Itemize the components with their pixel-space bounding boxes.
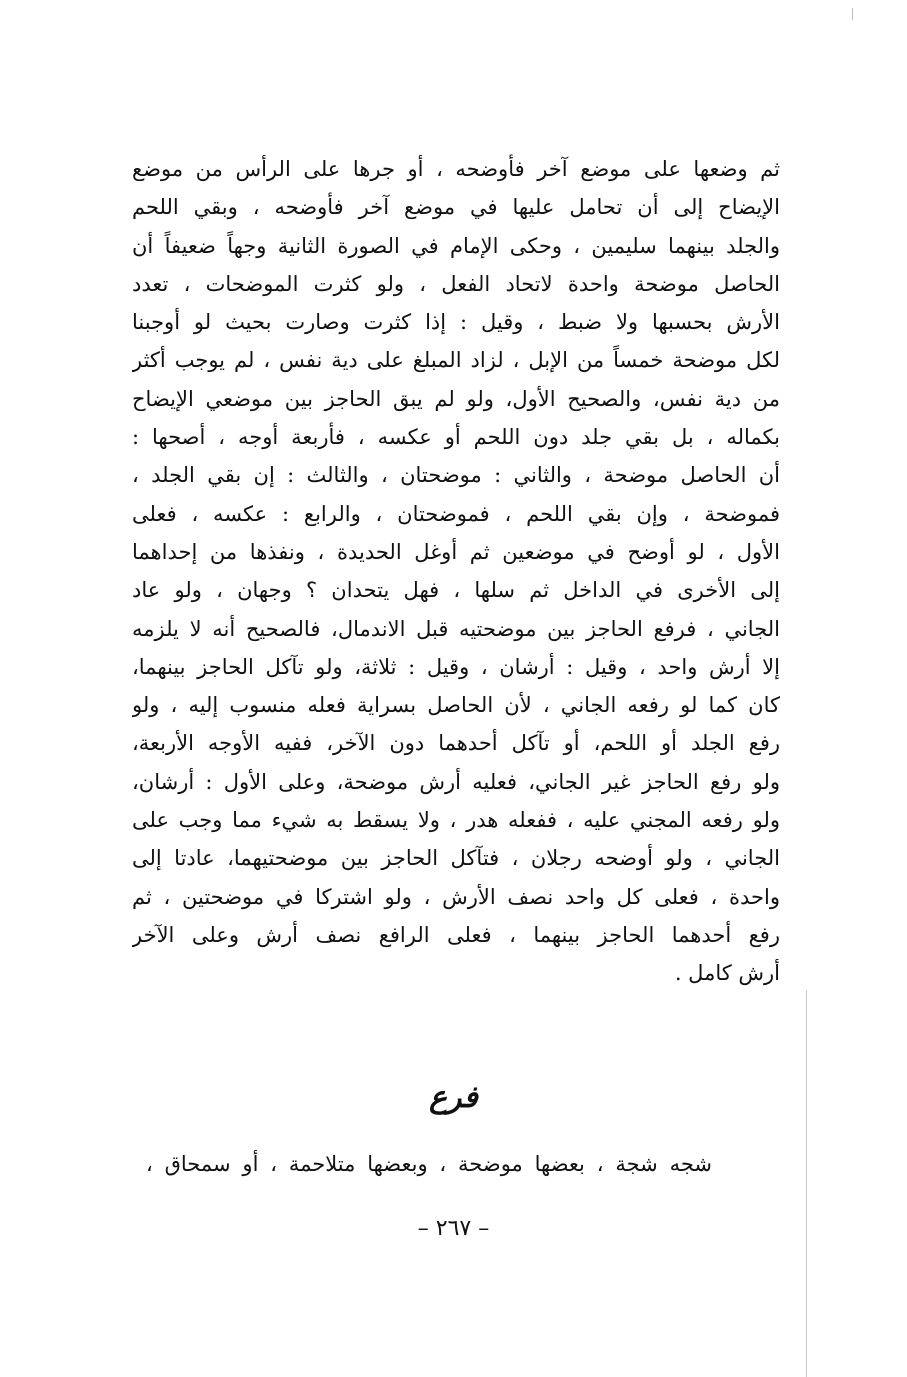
text-line: الجاني ، فرفع الحاجز بين موضحتيه قبل الاندمال، فالصحيح أنه لا يلزمه xyxy=(132,616,780,641)
text-line: ولو رفعه المجني عليه ، ففعله هدر ، ولا يسقط به شيء مما وجب على xyxy=(132,808,780,833)
text-line: الإيضاح إلى أن تحامل عليها في موضع آخر فأوضحه ، وبقي اللحم xyxy=(132,195,780,220)
section-heading: فرع xyxy=(429,1080,478,1115)
text-line: ولو رفع الحاجز غير الجاني، فعليه أرش موضحة، وعلى الأول : أرشان، xyxy=(132,769,780,794)
body-text xyxy=(132,150,780,993)
text-line: ثم وضعها على موضع آخر فأوضحه ، أو جرها على الرأس من موضع xyxy=(132,157,780,181)
text-line: الحاصل موضحة واحدة لاتحاد الفعل ، ولو كثرت الموضحات ، تعدد xyxy=(132,271,780,296)
page-edge-line xyxy=(806,990,807,1377)
text-line: أرش كامل . xyxy=(674,961,780,986)
text-line: رفع الجلد أو اللحم، أو تآكل أحدهما دون الآخر، ففيه الأوجه الأربعة، xyxy=(132,731,780,756)
scan-mark xyxy=(852,8,853,20)
text-line: واحدة ، فعلى كل واحد نصف الأرش ، ولو اشتركا في موضحتين ، ثم xyxy=(132,884,780,909)
text-line: الجاني ، ولو أوضحه رجلان ، فتآكل الحاجز بين موضحتيهما، عادتا إلى xyxy=(132,846,780,871)
text-line: أن الحاصل موضحة ، والثاني : موضحتان ، والثالث : إن بقي الجلد ، xyxy=(132,463,780,488)
text-line: الأرش بحسبها ولا ضبط ، وقيل : إذا كثرت وصارت بحيث لو أوجبنا xyxy=(132,310,780,335)
text-line: والجلد بينهما سليمين ، وحكى الإمام في الصورة الثانية وجهاً ضعيفاً أن xyxy=(132,233,780,258)
page-number: – ٢٦٧ – xyxy=(417,1216,490,1241)
text-line: فموضحة ، وإن بقي اللحم ، فموضحتان ، والرابع : عكسه ، فعلى xyxy=(132,501,780,526)
text-line: كان كما لو رفعه الجاني ، لأن الحاصل بسراية فعله منسوب إليه ، ولو xyxy=(132,693,780,718)
text-line: الأول ، لو أوضح في موضعين ثم أوغل الحديدة ، ونفذها من إحداهما xyxy=(132,539,780,564)
text-line: شجه شجة ، بعضها موضحة ، وبعضها متلاحمة ، أو سمحاق ، xyxy=(146,1152,712,1176)
text-line: لكل موضحة خمساً من الإبل ، لزاد المبلغ على دية نفس ، لم يوجب أكثر xyxy=(132,348,780,373)
text-line: إلا أرش واحد ، وقيل : أرشان ، وقيل : ثلاثة، ولو تآكل الحاجز بينهما، xyxy=(132,654,780,679)
text-line: إلى الأخرى في الداخل ثم سلها ، فهل يتحدان ؟ وجهان ، ولو عاد xyxy=(132,578,780,603)
text-line: بكماله ، بل بقي جلد دون اللحم أو عكسه ، فأربعة أوجه ، أصحها : xyxy=(132,425,780,450)
text-line: رفع أحدهما الحاجز بينهما ، فعلى الرافع نصف أرش وعلى الآخر xyxy=(132,922,780,947)
text-line: من دية نفس، والصحيح الأول، ولو لم يبق الحاجز بين موضعي الإيضاح xyxy=(132,386,780,411)
